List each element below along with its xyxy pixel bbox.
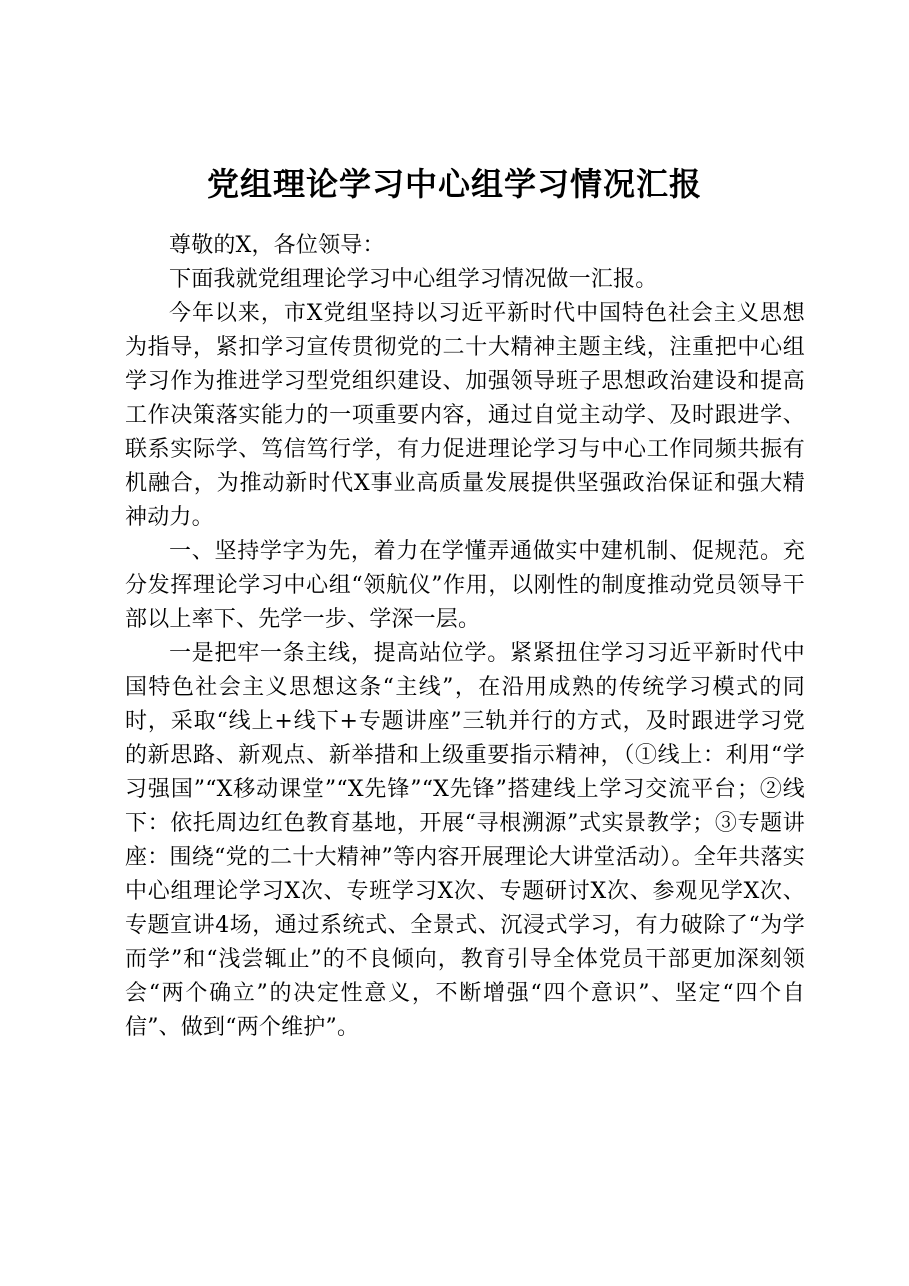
document-body (125, 229, 805, 1045)
salutation-paragraph: 尊敬的X，各位领导： (169, 233, 385, 258)
intro-paragraph: 下面我就党组理论学习中心组学习情况做一汇报。 (169, 267, 658, 292)
overview-paragraph: 今年以来，市X党组坚持以习近平新时代中国特色社会主义思想为指导，紧扣学习宣传贯彻党的二十大精神主题主线，注重把中心组学习作为推进学习型党组织建设、加强领导班子思想政治建设和提高工作决策落实能力的一项重要内容，通过自觉主动学、及时跟进学、联系实际学、笃信笃行学，有力促进理论学习与中心工作同频共振有机融合，为推动新时代X事业高质量发展提供坚强政治保证和强大精神动力。 (125, 301, 805, 530)
document-title: 党组理论学习中心组学习情况汇报 (206, 165, 702, 203)
first-point-paragraph: 一是把牢一条主线，提高站位学。紧紧扭住学习习近平新时代中国特色社会主义思想这条“主线”，在沿用成熟的传统学习模式的同时，采取“线上+线下+专题讲座”三轨并行的方式，及时跟进学习党的新思路、新观点、新举措和上级重要指示精神，（①线上：利用“学习强国”“X移动课堂”“X先锋”“X先锋”搭建线上学习交流平台；②线下：依托周边红色教育基地，开展“寻根溯源”式实景教学；③专题讲座：围绕“党的二十大精神”等内容开展理论大讲堂活动）。全年共落实中心组理论学习X次、专班学习X次、专题研讨X次、参观见学X次、专题宣讲4场，通过系统式、全景式、沉浸式学习，有力破除了“为学而学”和“浅尝辄止”的不良倾向，教育引导全体党员干部更加深刻领会“两个确立”的决定性意义，不断增强“四个意识”、坚定“四个自信”、做到“两个维护”。 (125, 641, 805, 1040)
section-one-heading-paragraph: 一、坚持学字为先，着力在学懂弄通做实中建机制、促规范。充分发挥理论学习中心组“领航仪”作用，以刚性的制度推动党员领导干部以上率下、先学一步、学深一层。 (125, 539, 805, 632)
